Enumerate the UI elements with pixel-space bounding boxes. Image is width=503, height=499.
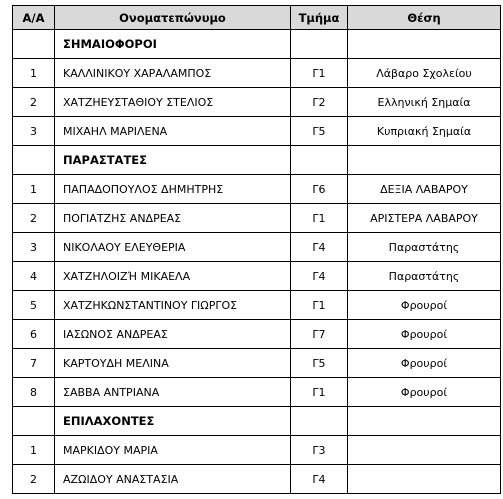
row-name: ΚΑΛΛΙΝΙΚΟΥ ΧΑΡΑΛΑΜΠΟΣ <box>55 59 291 88</box>
section-dept-cell <box>291 407 348 436</box>
section-aa-cell <box>13 30 55 59</box>
table-row <box>13 349 501 378</box>
row-position: Ελληνική Σημαία <box>348 88 501 117</box>
row-dept: Γ6 <box>291 175 348 204</box>
row-dept: Γ1 <box>291 59 348 88</box>
row-aa: 2 <box>13 204 55 233</box>
row-position: ΑΡΙΣΤΕΡΑ ΛΑΒΑΡΟΥ <box>348 204 501 233</box>
row-dept: Γ1 <box>291 204 348 233</box>
row-position: Φρουροί <box>348 291 501 320</box>
row-name: ΧΑΤΖΗΚΩΝΣΤΑΝΤΙΝΟΥ ΓΙΩΡΓΟΣ <box>55 291 291 320</box>
row-name: ΧΑΤΖΗΕΥΣΤΑΘΙΟΥ ΣΤΕΛΙΟΣ <box>55 88 291 117</box>
header-name: Ονοματεπώνυμο <box>55 6 291 30</box>
row-dept: Γ4 <box>291 233 348 262</box>
header-row <box>13 6 501 30</box>
table-row <box>13 436 501 465</box>
section-position-cell <box>348 407 501 436</box>
row-position: Φρουροί <box>348 320 501 349</box>
table-row <box>13 378 501 407</box>
row-name: ΠΟΓΙΑΤΖΗΣ ΑΝΔΡΕΑΣ <box>55 204 291 233</box>
section-row <box>13 146 501 175</box>
row-aa: 4 <box>13 262 55 291</box>
row-position: Κυπριακή Σημαία <box>348 117 501 146</box>
row-aa: 3 <box>13 233 55 262</box>
table-row <box>13 465 501 494</box>
row-aa: 7 <box>13 349 55 378</box>
table-row <box>13 59 501 88</box>
row-aa: 2 <box>13 465 55 494</box>
row-position: Λάβαρο Σχολείου <box>348 59 501 88</box>
section-row <box>13 407 501 436</box>
row-aa: 3 <box>13 117 55 146</box>
table-row <box>13 320 501 349</box>
ceremony-roster-table <box>12 5 501 494</box>
row-name: ΝΙΚΟΛΑΟΥ ΕΛΕΥΘΕΡΙΑ <box>55 233 291 262</box>
row-dept: Γ1 <box>291 378 348 407</box>
row-aa: 5 <box>13 291 55 320</box>
row-dept: Γ4 <box>291 262 348 291</box>
row-name: ΙΑΣΩΝΟΣ ΑΝΔΡΕΑΣ <box>55 320 291 349</box>
row-dept: Γ5 <box>291 117 348 146</box>
header-aa: Α/Α <box>13 6 55 30</box>
header-dept: Τμήμα <box>291 6 348 30</box>
row-position: Παραστάτης <box>348 262 501 291</box>
row-position: Παραστάτης <box>348 233 501 262</box>
section-title: ΕΠΙΛΑΧΟΝΤΕΣ <box>55 407 291 436</box>
row-dept: Γ7 <box>291 320 348 349</box>
row-name: ΠΑΠΑΔΟΠΟΥΛΟΣ ΔΗΜΗΤΡΗΣ <box>55 175 291 204</box>
row-position: ΔΕΞΙΑ ΛΑΒΑΡΟΥ <box>348 175 501 204</box>
row-name: ΣΑΒΒΑ ΑΝΤΡΙΑΝΑ <box>55 378 291 407</box>
row-dept: Γ3 <box>291 436 348 465</box>
table-row <box>13 88 501 117</box>
section-aa-cell <box>13 146 55 175</box>
row-dept: Γ1 <box>291 291 348 320</box>
section-row <box>13 30 501 59</box>
section-position-cell <box>348 30 501 59</box>
table-row <box>13 175 501 204</box>
section-dept-cell <box>291 30 348 59</box>
row-dept: Γ2 <box>291 88 348 117</box>
header-position: Θέση <box>348 6 501 30</box>
row-position: Φρουροί <box>348 349 501 378</box>
row-name: ΧΑΤΖΗΛΟΙΖΉ ΜΙΚΑΕΛΑ <box>55 262 291 291</box>
row-aa: 2 <box>13 88 55 117</box>
table-row <box>13 291 501 320</box>
table-row <box>13 262 501 291</box>
section-dept-cell <box>291 146 348 175</box>
section-title: ΣΗΜΑΙΟΦΟΡΟΙ <box>55 30 291 59</box>
row-position: Φρουροί <box>348 378 501 407</box>
row-aa: 1 <box>13 436 55 465</box>
table-row <box>13 117 501 146</box>
row-position <box>348 436 501 465</box>
section-aa-cell <box>13 407 55 436</box>
row-dept: Γ5 <box>291 349 348 378</box>
row-name: ΚΑΡΤΟΥΔΗ ΜΕΛΙΝΑ <box>55 349 291 378</box>
table-row <box>13 204 501 233</box>
row-position <box>348 465 501 494</box>
row-name: ΑΖΩΙΔΟΥ ΑΝΑΣΤΑΣΙΑ <box>55 465 291 494</box>
row-aa: 1 <box>13 175 55 204</box>
row-name: ΜΑΡΚΙΔΟΥ ΜΑΡΙΑ <box>55 436 291 465</box>
row-name: ΜΙΧΑΗΛ ΜΑΡΙΛΕΝΑ <box>55 117 291 146</box>
section-position-cell <box>348 146 501 175</box>
document-page <box>12 5 501 494</box>
row-aa: 6 <box>13 320 55 349</box>
row-aa: 8 <box>13 378 55 407</box>
row-dept: Γ4 <box>291 465 348 494</box>
section-title: ΠΑΡΑΣΤΑΤΕΣ <box>55 146 291 175</box>
table-row <box>13 233 501 262</box>
row-aa: 1 <box>13 59 55 88</box>
